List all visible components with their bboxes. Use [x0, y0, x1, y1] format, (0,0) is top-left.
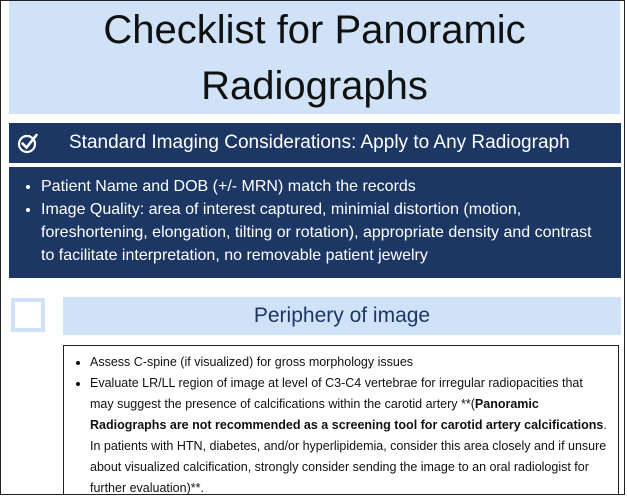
list-item: • Assess C-spine (if visualized) for gross morphology issues [90, 352, 608, 373]
page-title [9, 1, 620, 114]
standard-considerations-banner [9, 123, 621, 163]
title-line-2: Radiographs [201, 64, 428, 108]
periphery-content [63, 345, 619, 495]
item-text: . In patients with HTN, diabetes, and/or hyperlipidemia, consider this area closely and if unsure about visualized calcification, strongly consider sending the image to an oral radiologist for further evaluation)**. [90, 418, 607, 495]
standard-considerations-list [9, 167, 621, 278]
title-line-1: Checklist for Panoramic [103, 8, 526, 52]
list-item: • Image Quality: area of interest captured, minimial distortion (motion, foreshortening, elongation, tilting or rotation), appropriate density and contrast to facilitate interpretation, no removable patient jewelry [41, 198, 607, 267]
item-text: Evaluate LR/LL region of image at level of C3-C4 vertebrae for irregular radiopacities that may suggest the presence of calcifications within the carotid artery **( [90, 376, 583, 411]
check-circle-icon [17, 132, 39, 154]
list-item: • Patient Name and DOB (+/- MRN) match the records [41, 175, 607, 198]
list-item [90, 373, 608, 495]
section-title-periphery: Periphery of image [63, 297, 621, 335]
banner-text: Standard Imaging Considerations: Apply to Any Radiograph [69, 132, 570, 153]
item-bold-warning: Panoramic Radiographs are not recommended as a screening tool for carotid artery calcifications [90, 397, 604, 432]
periphery-checkbox[interactable] [11, 298, 45, 332]
